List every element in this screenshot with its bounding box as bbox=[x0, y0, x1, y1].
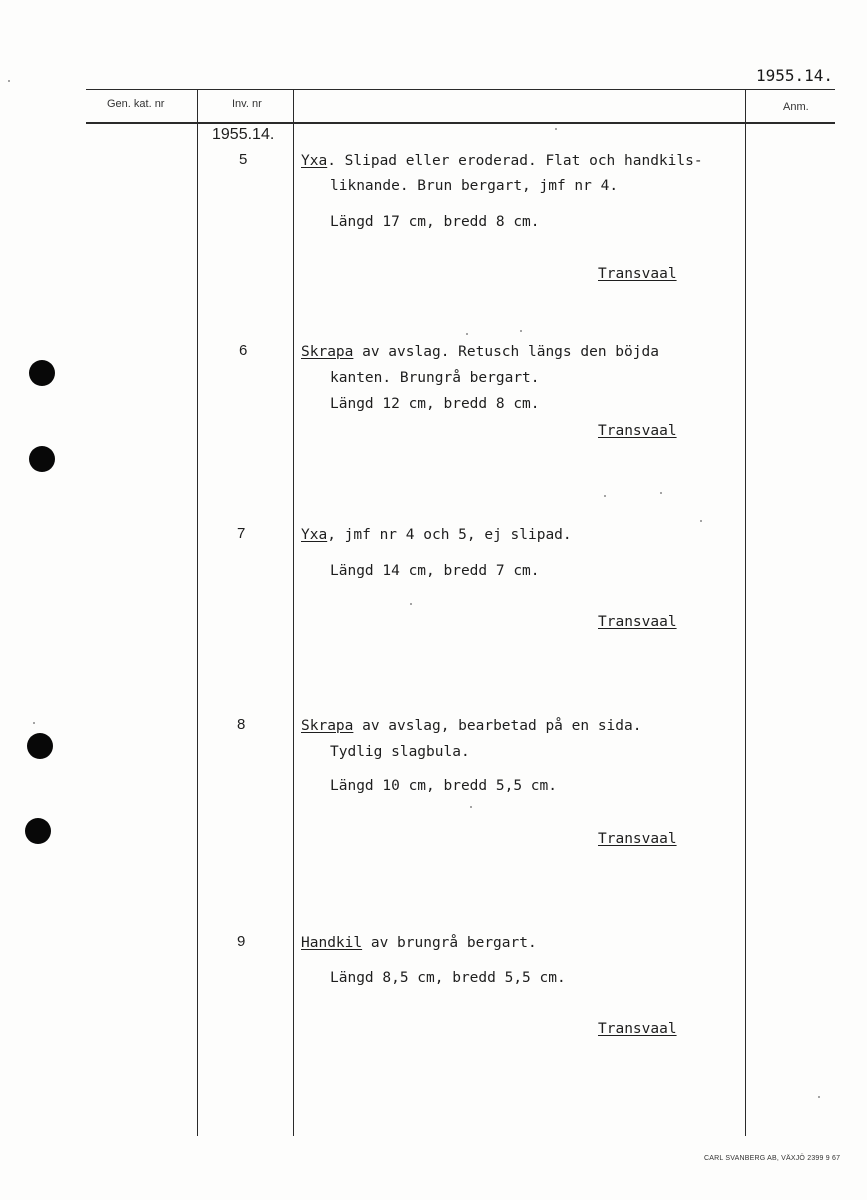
col-divider-2 bbox=[293, 89, 294, 1136]
scan-speck bbox=[604, 495, 606, 497]
provenance: Transvaal bbox=[598, 614, 677, 630]
entry-line bbox=[301, 344, 659, 360]
scan-speck bbox=[470, 806, 472, 808]
description: av avslag, bearbetad på en sida. bbox=[353, 718, 642, 734]
column-header-anm: Anm. bbox=[783, 101, 809, 113]
description-cont: kanten. Brungrå bergart. bbox=[330, 370, 540, 386]
object-term: Handkil bbox=[301, 935, 363, 951]
entry-line bbox=[301, 153, 703, 169]
punch-hole bbox=[27, 733, 53, 759]
punch-hole bbox=[29, 360, 55, 386]
header-top-rule bbox=[86, 89, 835, 90]
provenance: Transvaal bbox=[598, 423, 677, 439]
object-term: Yxa bbox=[301, 153, 328, 169]
col-divider-3 bbox=[745, 89, 746, 1136]
description: . Slipad eller eroderad. Flat och handkils- bbox=[327, 153, 703, 169]
description-cont: Tydlig slagbula. bbox=[330, 744, 470, 760]
entry-line bbox=[301, 718, 641, 734]
scan-speck bbox=[33, 722, 35, 724]
description: , jmf nr 4 och 5, ej slipad. bbox=[327, 527, 572, 543]
object-term: Skrapa bbox=[301, 718, 354, 734]
description: av avslag. Retusch längs den böjda bbox=[353, 344, 659, 360]
measurements: Längd 17 cm, bredd 8 cm. bbox=[330, 214, 540, 230]
measurements: Längd 14 cm, bredd 7 cm. bbox=[330, 563, 540, 579]
entry-line bbox=[301, 527, 572, 543]
scan-speck bbox=[520, 330, 522, 332]
card-number: 1955.14. bbox=[756, 66, 834, 85]
provenance: Transvaal bbox=[598, 266, 677, 282]
entry-line bbox=[301, 935, 537, 951]
header-bottom-rule bbox=[86, 122, 835, 124]
measurements: Längd 12 cm, bredd 8 cm. bbox=[330, 396, 540, 412]
description-cont: liknande. Brun bergart, jmf nr 4. bbox=[330, 178, 619, 194]
object-term: Yxa bbox=[301, 527, 328, 543]
inv-number: 8 bbox=[237, 716, 246, 733]
col-divider-1 bbox=[197, 89, 198, 1136]
object-term: Skrapa bbox=[301, 344, 354, 360]
inv-number: 5 bbox=[239, 151, 248, 168]
measurements: Längd 10 cm, bredd 5,5 cm. bbox=[330, 778, 557, 794]
inv-number: 6 bbox=[239, 342, 248, 359]
scan-speck bbox=[660, 492, 662, 494]
inv-prefix: 1955.14. bbox=[212, 126, 275, 143]
measurements: Längd 8,5 cm, bredd 5,5 cm. bbox=[330, 970, 566, 986]
description: av brungrå bergart. bbox=[362, 935, 537, 951]
inv-number: 7 bbox=[237, 525, 246, 542]
scan-speck bbox=[466, 333, 468, 335]
provenance: Transvaal bbox=[598, 1021, 677, 1037]
provenance: Transvaal bbox=[598, 831, 677, 847]
column-header-gen-kat-nr: Gen. kat. nr bbox=[107, 98, 165, 110]
scan-speck bbox=[555, 128, 557, 130]
scan-speck bbox=[8, 80, 10, 82]
punch-hole bbox=[29, 446, 55, 472]
scan-speck bbox=[410, 603, 412, 605]
punch-hole bbox=[25, 818, 51, 844]
inv-number: 9 bbox=[237, 933, 246, 950]
column-header-inv-nr: Inv. nr bbox=[232, 98, 262, 110]
printer-imprint: CARL SVANBERG AB, VÄXJÖ 2399 9 67 bbox=[704, 1155, 841, 1162]
scan-speck bbox=[818, 1096, 820, 1098]
scan-speck bbox=[700, 520, 702, 522]
